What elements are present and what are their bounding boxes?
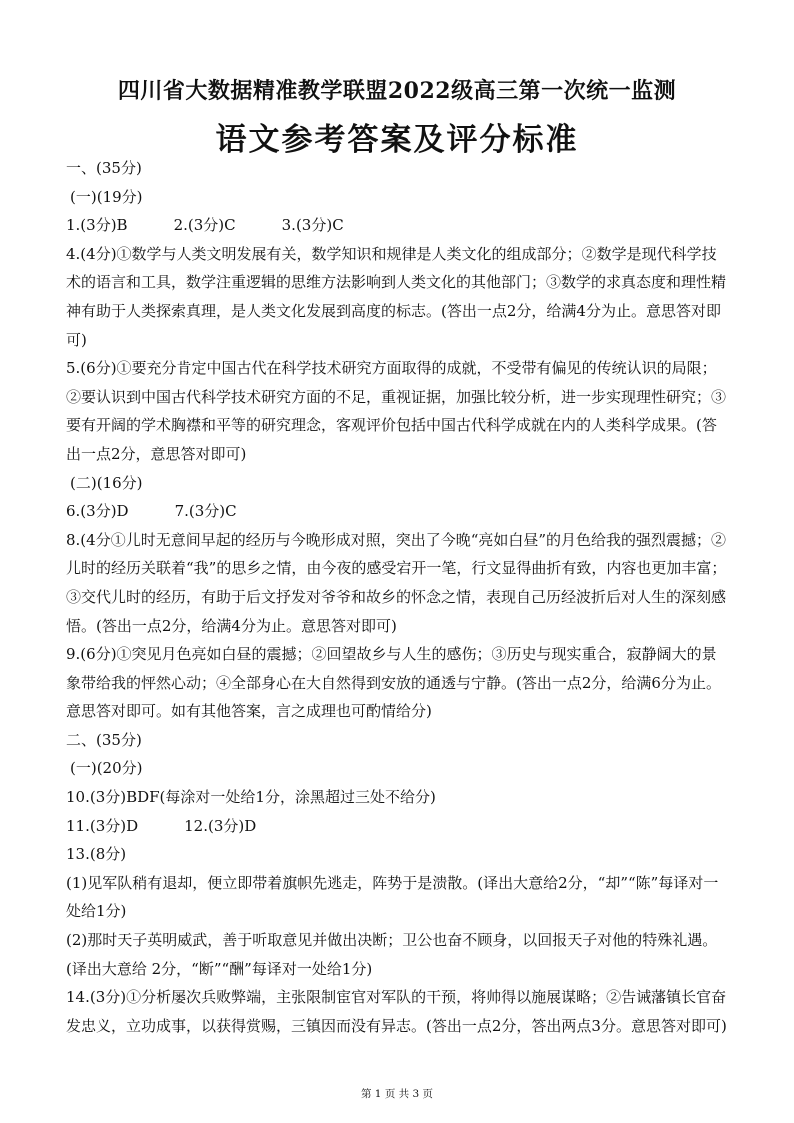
subsection-heading-2-1: (一)(20分)	[70, 759, 143, 778]
answers-6-7	[66, 497, 728, 526]
answer-q7: 7.(3分)C	[174, 502, 237, 521]
section-heading-1: 一、(35分)	[66, 159, 142, 177]
answer-q5: 5.(6分)①要充分肯定中国古代在科学技术研究方面取得的成就，不受带有偏见的传统认识的局限；②要认识到中国古代科学技术研究方面的不足，重视证据，加强比较分析，进一步实现理性研究；③要有开阔的学术胸襟和平等的研究理念，客观评价包括中国古代科学成就在内的人类科学成果。(答出一点2分，意思答对即可)	[66, 359, 727, 463]
answer-q10: 10.(3分)BDF(每涂对一处给1分，涂黑超过三处不给分)	[66, 788, 436, 807]
answer-q9: 9.(6分)①突见月色亮如白昼的震撼；②回望故乡与人生的感伤；③历史与现实重合，寂静阔大的景象带给我的怦然心动；④全部身心在大自然得到安放的通透与宁静。(答出一点2分，给满6分为止。意思答对即可。如有其他答案，言之成理也可酌情给分)	[66, 645, 721, 721]
answers-11-12	[66, 812, 728, 841]
answer-q4: 4.(4分)①数学与人类文明发展有关，数学知识和规律是人类文化的组成部分；②数学是现代科学技术的语言和工具，数学注重逻辑的思维方法影响到人类文化的其他部门；③数学的求真态度和理性精神有助于人类探索真理，是人类文化发展到高度的标志。(答出一点2分，给满4分为止。意思答对即可)	[66, 244, 727, 349]
answer-q1: 1.(3分)B	[66, 216, 128, 235]
answer-content	[66, 154, 728, 1040]
answer-q13: 13.(8分)	[66, 845, 127, 864]
subsection-heading-1-1: (一)(19分)	[70, 187, 143, 206]
answer-q8: 8.(4分①儿时无意间早起的经历与今晚形成对照，突出了今晚“亮如白昼”的月色给我的强烈震撼；②儿时的经历关联着“我”的思乡之情，由今夜的感受宕开一笔，行文显得曲折有致，内容也更加丰富；③交代儿时的经历，有助于后文抒发对爷爷和故乡的怀念之情，表现自己历经波折后对人生的深刻感悟。(答出一点2分，给满4分为止。意思答对即可)	[66, 530, 727, 635]
page-number: 第 1 页 共 3 页	[360, 1088, 434, 1100]
answers-1-3	[66, 211, 728, 240]
answer-q6: 6.(3分)D	[66, 502, 129, 521]
answer-q14: 14.(3分)①分析屡次兵败弊端，主张限制宦官对军队的干预，将帅得以施展谋略；②告诫藩镇长官奋发忠义，立功成事，以获得赏赐，三镇因而没有异志。(答出一点2分，答出两点3分。意思答对即可)	[66, 988, 727, 1035]
answer-q3: 3.(3分)C	[281, 216, 344, 235]
document-title: 语文参考答案及评分标准	[215, 122, 579, 158]
exam-title: 四川省大数据精准教学联盟2022级高三第一次统一监测	[117, 78, 677, 104]
subsection-heading-1-2: (二)(16分)	[70, 473, 143, 492]
section-heading-2: 二、(35分)	[66, 730, 142, 749]
answer-q13-part2: (2)那时天子英明威武，善于听取意见并做出决断；卫公也奋不顾身，以回报天子对他的特殊礼遇。(译出大意给 2分，“断”“酬”每译对一处给1分)	[66, 931, 718, 978]
answer-q12: 12.(3分)D	[184, 816, 257, 835]
answer-q2: 2.(3分)C	[173, 216, 236, 235]
answer-q13-part1: (1)见军队稍有退却，便立即带着旗帜先逃走，阵势于是溃散。(译出大意给2分，“却”“陈”每译对一处给1分)	[66, 873, 719, 921]
answer-q11: 11.(3分)D	[66, 816, 139, 835]
